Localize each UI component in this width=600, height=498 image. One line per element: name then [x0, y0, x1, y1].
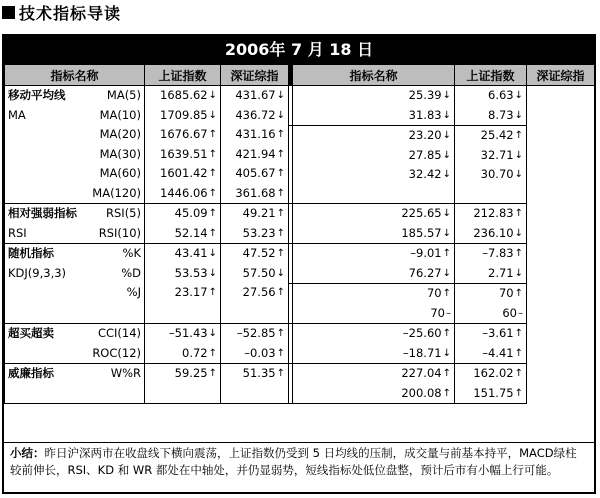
sz-line: [455, 86, 526, 106]
summary-text: [4, 442, 594, 494]
sh-trend-icon: ↑: [208, 208, 217, 219]
sh-value: 1601.42: [160, 166, 208, 180]
table-row: [5, 86, 595, 204]
left-sz-values: [221, 244, 289, 324]
right-indicator-name: [289, 204, 293, 244]
sh-value: 25.39: [408, 88, 442, 102]
header-sz-right: 深证综指: [527, 65, 595, 86]
sz-line: [221, 264, 288, 284]
sz-trend-icon: ↑: [514, 328, 523, 339]
sh-value: 225.65: [401, 206, 442, 220]
left-sz-values: [221, 204, 289, 244]
sh-trend-icon: ↑: [442, 288, 451, 299]
right-name-line: [289, 204, 293, 224]
right-name-line: [289, 364, 293, 384]
sz-line: [455, 106, 526, 126]
right-name-line: [289, 324, 293, 344]
sh-line: [145, 106, 220, 126]
sz-line: [455, 244, 526, 264]
right-indicator-name: [289, 244, 293, 324]
sh-value: 76.27: [408, 265, 442, 280]
left-name-line: [5, 145, 144, 165]
left-sh-values: [145, 86, 221, 204]
right-sh-values: [293, 204, 455, 244]
left-name-line: [5, 204, 144, 224]
table-row: [5, 364, 595, 404]
sz-trend-icon: ↑: [276, 148, 285, 160]
sh-value: 200.08: [401, 385, 442, 400]
right-sz-values: [455, 86, 527, 204]
sz-trend-icon: ↑: [276, 248, 285, 259]
left-sh-values: [145, 324, 221, 364]
sh-trend-icon: ↓: [442, 109, 451, 121]
sh-line: [293, 146, 454, 166]
left-indicator-name: [5, 244, 145, 324]
left-sh-values: [145, 364, 221, 404]
left-sz-values: [221, 364, 289, 404]
indicator-panel: [2, 34, 596, 494]
indicator-label: MA: [8, 107, 26, 122]
sz-trend-icon: ↑: [514, 387, 523, 399]
sh-value: –25.60: [402, 326, 442, 340]
left-indicator-name: [5, 364, 145, 404]
sz-line: [221, 324, 288, 344]
sz-value: 6.63: [488, 88, 514, 102]
indicator-param: W%R: [110, 366, 141, 380]
sh-value: 59.25: [174, 366, 208, 380]
sz-line: [221, 244, 288, 264]
sz-line: [221, 224, 288, 244]
right-sh-values: [293, 364, 455, 404]
sz-value: 421.94: [235, 146, 276, 161]
table-row: [5, 204, 595, 244]
sz-trend-icon: ↑: [276, 368, 285, 379]
sh-line: [293, 324, 454, 344]
sz-line: [455, 146, 526, 166]
sz-line: [221, 86, 288, 106]
sh-value: 185.57: [401, 225, 442, 240]
sz-trend-icon: ↓: [276, 267, 285, 279]
left-name-line: [5, 344, 144, 364]
summary-label: 小结：: [10, 446, 45, 460]
sh-value: 45.09: [174, 206, 208, 220]
sz-value: 151.75: [473, 385, 514, 400]
right-name-line: [289, 165, 293, 185]
right-sh-values: [293, 244, 455, 324]
sh-value: –18.71: [402, 345, 442, 360]
sh-value: 70: [430, 305, 445, 320]
square-bullet-icon: [2, 6, 15, 19]
sz-line: [455, 125, 526, 146]
right-name-line: [289, 146, 293, 166]
sz-value: –52.85: [236, 326, 276, 340]
sh-line: [145, 324, 220, 344]
sh-trend-icon: ↑: [442, 248, 451, 259]
sh-value: 227.04: [401, 366, 442, 380]
left-name-line: [5, 364, 144, 384]
indicator-label: 随机指标: [8, 246, 54, 260]
right-sz-values: [455, 244, 527, 324]
sz-trend-icon: ↑: [276, 287, 285, 298]
left-sz-values: [221, 86, 289, 204]
sz-value: 47.52: [242, 246, 276, 260]
sz-value: 30.70: [480, 167, 514, 181]
left-indicator-name: [5, 86, 145, 204]
sz-line: [221, 344, 288, 364]
header-sh-left: 上证指数: [145, 65, 221, 86]
sz-value: 431.16: [235, 127, 276, 141]
left-name-line: [5, 106, 144, 126]
sh-line: [293, 384, 454, 404]
indicator-label: 超买超卖: [8, 326, 54, 340]
indicator-label: 移动平均线: [8, 88, 66, 102]
sz-trend-icon: ↓: [276, 90, 285, 101]
sz-trend-icon: ↑: [514, 347, 523, 359]
left-sz-values: [221, 324, 289, 364]
sz-line: [221, 204, 288, 224]
left-sh-values: [145, 204, 221, 244]
left-indicator-name: [5, 204, 145, 244]
summary-body: 昨日沪深两市在收盘线下横向震荡，上证指数仍受到 5 日均线的压制，成交量与前基本持平，MACD绿柱较前伸长，RSI、KD 和 WR 都处在中轴处，并仍显弱势，短线指标处低位盘整，预计后市有小幅上行可能。: [10, 446, 577, 477]
sh-line: [293, 165, 454, 185]
sh-trend-icon: ↓: [208, 90, 217, 101]
indicator-param: MA(30): [99, 146, 141, 161]
indicator-label: 威廉指标: [8, 366, 54, 380]
sh-value: 1639.51: [160, 146, 208, 161]
sz-trend-icon: ↓: [514, 90, 523, 101]
sh-trend-icon: ↓: [442, 130, 451, 141]
sz-value: 60: [502, 305, 517, 320]
right-name-line: [289, 384, 293, 404]
sz-trend-icon: ↑: [276, 347, 285, 359]
sz-value: 49.21: [242, 206, 276, 220]
right-sz-values: [455, 204, 527, 244]
sz-value: 8.73: [488, 107, 514, 122]
sh-line: [145, 244, 220, 264]
sh-value: 1446.06: [160, 185, 208, 200]
sh-value: 43.41: [174, 246, 208, 260]
right-sz-values: [455, 364, 527, 404]
sh-trend-icon: ↓: [442, 169, 451, 180]
right-name-line: [289, 264, 293, 284]
sz-value: 431.67: [235, 88, 276, 102]
right-sh-values: [293, 86, 455, 204]
sz-trend-icon: ↑: [276, 328, 285, 339]
right-name-line: [289, 125, 293, 146]
date-banner: 2006年 7 月 18 日: [4, 36, 594, 64]
sh-line: [145, 264, 220, 284]
sh-line: [293, 364, 454, 384]
right-name-line: [289, 224, 293, 244]
sz-line: [455, 304, 526, 324]
sz-line: [455, 165, 526, 185]
sh-trend-icon: ↑: [208, 168, 217, 179]
sh-line: [293, 106, 454, 126]
sz-trend-icon: ↓: [514, 109, 523, 121]
sh-value: 52.14: [174, 225, 208, 240]
sz-value: 436.72: [235, 107, 276, 122]
indicator-param: MA(5): [106, 88, 141, 102]
sh-trend-icon: ↑: [442, 387, 451, 399]
indicator-param: MA(20): [99, 127, 141, 141]
sz-value: 57.50: [242, 265, 276, 280]
sz-value: 212.83: [473, 206, 514, 220]
sh-value: 1676.67: [160, 127, 208, 141]
sz-line: [221, 283, 288, 303]
sz-value: 27.56: [242, 285, 276, 299]
indicator-param: MA(10): [99, 107, 141, 122]
sz-trend-icon: ↑: [514, 368, 523, 379]
sz-trend-icon: ↓: [514, 169, 523, 180]
sh-trend-icon: ↑: [208, 148, 217, 160]
left-name-line: [5, 264, 144, 284]
sh-value: 32.42: [408, 167, 442, 181]
left-name-line: [5, 244, 144, 264]
sh-line: [293, 283, 454, 304]
sh-line: [293, 125, 454, 146]
sh-trend-icon: ↓: [208, 328, 217, 339]
left-name-line: [5, 224, 144, 244]
sz-value: 51.35: [242, 366, 276, 380]
indicator-param: %D: [121, 265, 141, 280]
sh-trend-icon: ↓: [442, 90, 451, 101]
sh-trend-icon: ↓: [208, 109, 217, 121]
sh-trend-icon: ↑: [208, 368, 217, 379]
sh-line: [145, 224, 220, 244]
left-name-line: [5, 164, 144, 184]
sh-trend-icon: ↓: [442, 208, 451, 219]
sh-line: [293, 244, 454, 264]
sz-line: [455, 224, 526, 244]
header-sh-right: 上证指数: [455, 65, 527, 86]
sz-line: [221, 106, 288, 126]
sh-trend-icon: ↓: [208, 248, 217, 259]
sz-line: [221, 184, 288, 204]
sh-line: [145, 164, 220, 184]
indicator-param: RSI(5): [106, 206, 141, 220]
right-name-line: [289, 86, 293, 106]
sz-trend-icon: ↓: [276, 109, 285, 121]
sh-line: [145, 204, 220, 224]
sz-value: 53.23: [242, 225, 276, 240]
right-indicator-name: [289, 364, 293, 404]
sz-trend-icon: ↑: [514, 208, 523, 219]
left-name-line: [5, 184, 144, 204]
sh-trend-icon: ↓: [442, 267, 451, 279]
sh-line: [293, 344, 454, 364]
sz-trend-icon: ↑: [276, 208, 285, 219]
right-indicator-name: [289, 324, 293, 364]
sh-line: [145, 184, 220, 204]
table-row: [5, 324, 595, 364]
sz-line: [455, 283, 526, 304]
sz-value: –7.83: [482, 246, 514, 260]
sz-trend-icon: ↑: [276, 187, 285, 199]
sh-trend-icon: ↑: [208, 227, 217, 239]
sz-trend-icon: ↑: [276, 227, 285, 239]
table-row: [5, 244, 595, 324]
header-name-right: 指标名称: [293, 65, 455, 86]
right-sz-values: [455, 324, 527, 364]
right-name-line: [289, 344, 293, 364]
sh-trend-icon: ↑: [442, 328, 451, 339]
left-name-line: [5, 86, 144, 106]
sz-trend-icon: ↓: [514, 149, 523, 161]
sh-trend-icon: –: [446, 307, 451, 319]
sz-trend-icon: –: [518, 307, 523, 319]
sz-line: [455, 384, 526, 404]
sh-line: [293, 86, 454, 106]
sh-value: 1685.62: [160, 88, 208, 102]
sz-line: [455, 204, 526, 224]
left-name-line: [5, 324, 144, 344]
sh-value: 23.17: [174, 285, 208, 299]
sh-value: 27.85: [408, 147, 442, 162]
sz-trend-icon: ↑: [514, 248, 523, 259]
sz-line: [455, 264, 526, 284]
sz-line: [455, 364, 526, 384]
sz-line: [455, 344, 526, 364]
page-title: 技术指标导读: [19, 3, 122, 23]
sz-trend-icon: ↑: [514, 288, 523, 299]
left-sh-values: [145, 244, 221, 324]
page-header: [2, 2, 121, 22]
sz-value: 2.71: [488, 265, 514, 280]
sh-line: [145, 283, 220, 303]
sz-line: [221, 145, 288, 165]
sz-value: 32.71: [480, 147, 514, 162]
sz-value: 70: [498, 286, 514, 300]
sh-line: [145, 125, 220, 145]
sz-value: –4.41: [482, 345, 514, 360]
header-sz-left: 深证综指: [221, 65, 289, 86]
indicator-param: ROC(12): [92, 345, 141, 360]
right-name-line: [289, 106, 293, 126]
sz-value: –3.61: [482, 326, 514, 340]
indicator-param: RSI(10): [98, 225, 141, 240]
sz-trend-icon: ↓: [514, 267, 523, 279]
sh-trend-icon: ↓: [442, 347, 451, 359]
sz-line: [221, 125, 288, 145]
sz-trend-icon: ↑: [514, 130, 523, 141]
sh-trend-icon: ↑: [442, 368, 451, 379]
sh-line: [145, 145, 220, 165]
sz-value: 25.42: [480, 128, 514, 142]
sh-value: –9.01: [410, 246, 442, 260]
sz-trend-icon: ↑: [276, 168, 285, 179]
sh-line: [145, 86, 220, 106]
sz-value: 361.68: [235, 185, 276, 200]
sh-value: 0.72: [182, 345, 208, 360]
header-row: [5, 65, 595, 86]
sh-line: [145, 344, 220, 364]
sh-line: [293, 304, 454, 324]
indicator-label: RSI: [8, 225, 27, 240]
left-indicator-name: [5, 324, 145, 364]
right-name-line: [289, 304, 293, 324]
indicator-param: CCI(14): [97, 326, 141, 340]
sh-trend-icon: ↓: [442, 149, 451, 161]
sh-value: 31.83: [408, 107, 442, 122]
sz-line: [455, 324, 526, 344]
indicator-param: %J: [126, 285, 141, 299]
sz-value: 405.67: [235, 166, 276, 180]
sh-value: 53.53: [174, 265, 208, 280]
sh-value: –51.43: [168, 326, 208, 340]
sz-trend-icon: ↑: [276, 129, 285, 140]
sh-trend-icon: ↓: [208, 267, 217, 279]
indicator-table: [4, 64, 595, 404]
right-name-line: [289, 244, 293, 264]
sh-value: 70: [426, 286, 442, 300]
sh-line: [293, 224, 454, 244]
sh-line: [293, 264, 454, 284]
left-name-line: [5, 283, 144, 303]
sh-trend-icon: ↑: [208, 129, 217, 140]
sz-value: 162.02: [473, 366, 514, 380]
sh-value: 1709.85: [160, 107, 208, 122]
sz-line: [221, 164, 288, 184]
indicator-label: 相对强弱指标: [8, 206, 77, 220]
sh-line: [145, 364, 220, 384]
indicator-param: MA(120): [92, 185, 141, 200]
sz-trend-icon: ↓: [514, 227, 523, 239]
sh-trend-icon: ↑: [208, 187, 217, 199]
indicator-param: MA(60): [99, 166, 141, 180]
right-name-line: [289, 283, 293, 304]
sz-value: –0.03: [244, 345, 276, 360]
sz-value: 236.10: [473, 225, 514, 240]
sz-line: [221, 364, 288, 384]
indicator-param: %K: [122, 246, 141, 260]
right-sh-values: [293, 324, 455, 364]
sh-line: [293, 204, 454, 224]
header-name-left: 指标名称: [5, 65, 145, 86]
sh-trend-icon: ↓: [442, 227, 451, 239]
left-name-line: [5, 125, 144, 145]
sh-value: 23.20: [408, 128, 442, 142]
indicator-label: KDJ(9,3,3): [8, 265, 67, 280]
sh-trend-icon: ↑: [208, 347, 217, 359]
sh-trend-icon: ↑: [208, 287, 217, 298]
